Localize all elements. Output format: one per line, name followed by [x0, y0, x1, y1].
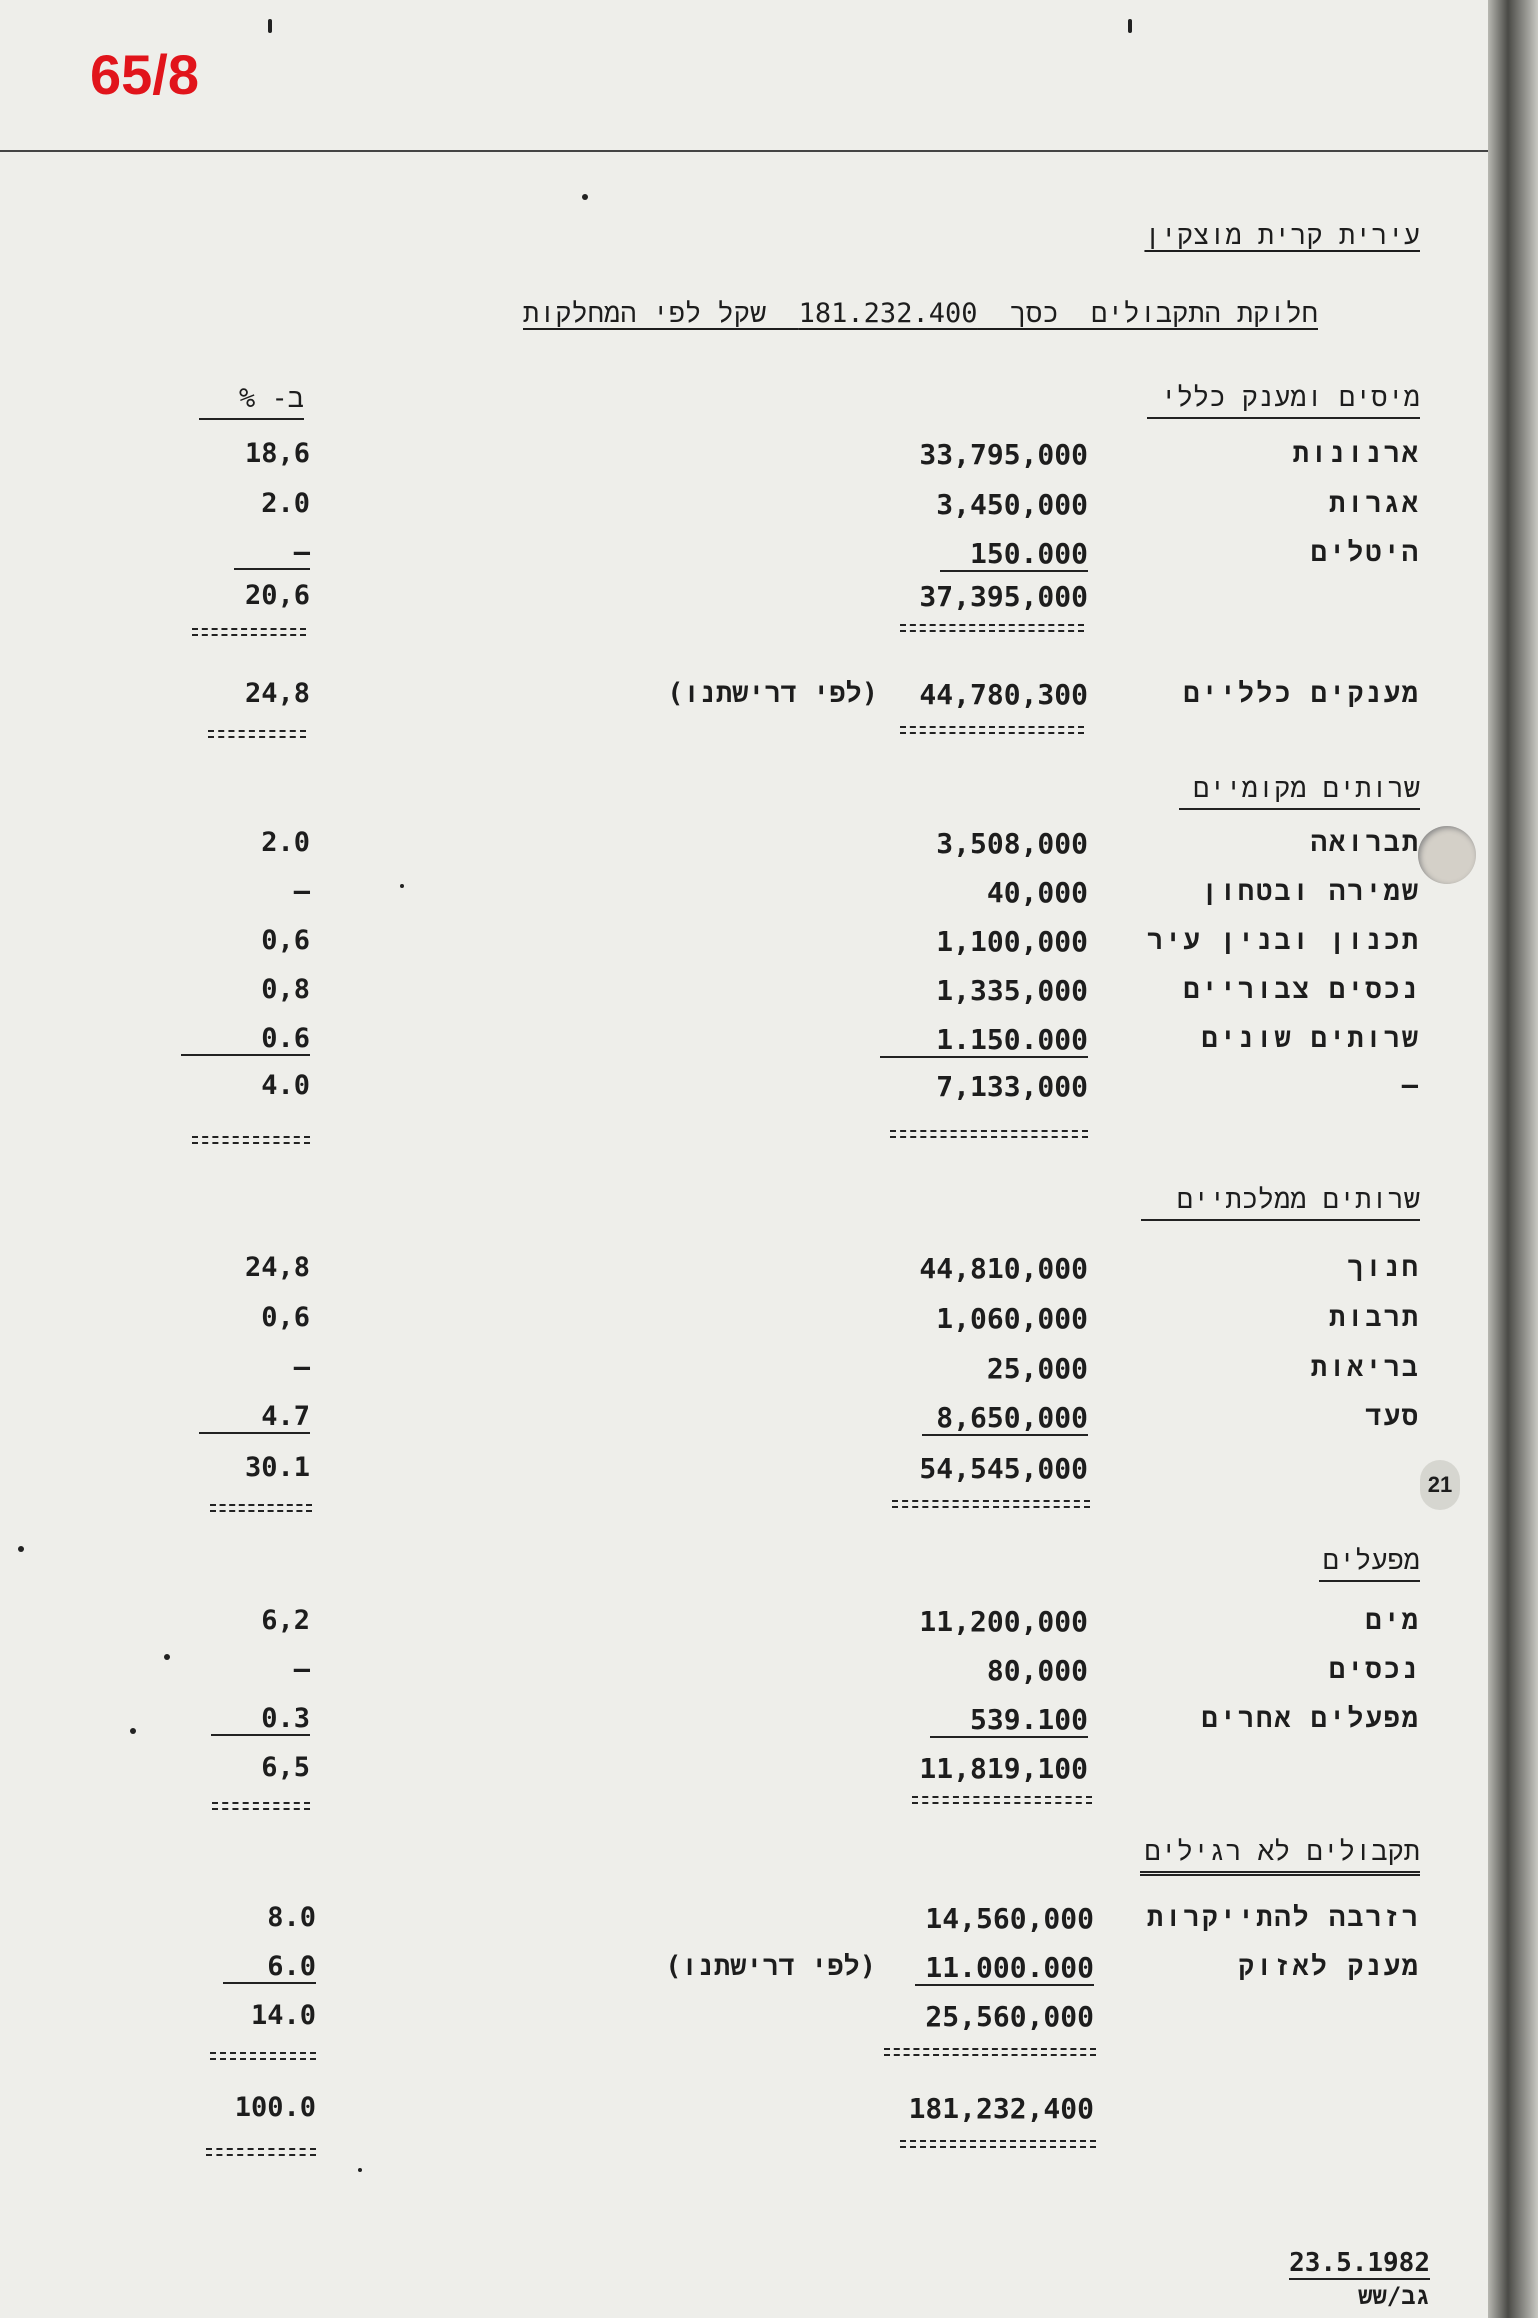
row-amount: 14,560,000	[925, 1902, 1094, 1935]
row-label: נכסים צבוריים	[1183, 974, 1420, 1005]
row-percent: 18,6	[244, 438, 310, 469]
speck	[18, 1546, 24, 1552]
row-label: תרבות	[1328, 1302, 1420, 1333]
double-rule	[212, 1802, 310, 1810]
row-amount: 1,335,000	[936, 974, 1088, 1007]
reference-stamp: 65/8	[90, 43, 199, 106]
row-percent: 0.6	[181, 1023, 310, 1056]
document-title: עירית קרית מוצקין	[1144, 220, 1420, 251]
row-percent: 0,8	[261, 974, 310, 1005]
double-rule	[890, 1130, 1088, 1138]
row-percent: –	[293, 1654, 310, 1685]
row-label: נכסים	[1328, 1654, 1420, 1685]
row-amount: 40,000	[986, 876, 1088, 909]
subtotal-amount: 11,819,100	[919, 1752, 1088, 1785]
speck	[358, 2168, 362, 2172]
row-percent: 2.0	[261, 488, 310, 519]
row-note: (לפי דרישתנו)	[667, 678, 878, 709]
row-amount-general-grants: 44,780,300	[919, 678, 1088, 711]
section-title-local-services: שרותים מקומיים	[1179, 773, 1420, 810]
row-label: ארנונות	[1292, 438, 1420, 469]
row-label: שרותים שונים	[1201, 1023, 1420, 1054]
row-percent: 24,8	[244, 1252, 310, 1283]
row-label: תברואה	[1310, 827, 1420, 858]
speck	[1128, 19, 1132, 33]
row-amount: 1,100,000	[936, 925, 1088, 958]
row-percent: 4.7	[199, 1401, 310, 1434]
row-label: רזרבה להתייקרות	[1146, 1902, 1420, 1933]
document-subtitle: חלוקת התקבולים כסך 181.232.400 שקל לפי המחלקות	[523, 298, 1318, 329]
row-label: היטלים	[1310, 537, 1420, 568]
double-rule	[900, 2140, 1096, 2148]
row-label: מענק לאזוק	[1237, 1951, 1420, 1982]
double-rule	[192, 1136, 310, 1144]
double-rule	[912, 1796, 1092, 1804]
row-amount: 3,450,000	[936, 488, 1088, 521]
row-percent: 8.0	[267, 1902, 316, 1933]
double-rule	[900, 726, 1084, 734]
date: 23.5.1982	[1289, 2248, 1430, 2278]
section-title-irregular: תקבולים לא רגילים	[1140, 1836, 1420, 1876]
page-edge-shadow	[1488, 0, 1538, 2318]
subtotal-percent: 30.1	[244, 1452, 310, 1483]
row-percent: 2.0	[261, 827, 310, 858]
subtotal-percent: 4.0	[261, 1070, 310, 1101]
row-percent: –	[293, 1352, 310, 1383]
page-number: 21	[1420, 1460, 1460, 1510]
row-percent: 0.3	[211, 1703, 310, 1736]
row-percent: 0,6	[261, 925, 310, 956]
row-amount: 25,000	[986, 1352, 1088, 1385]
double-rule	[192, 628, 306, 636]
subtotal-percent: 20,6	[244, 580, 310, 611]
row-percent: 6.0	[223, 1951, 316, 1984]
row-amount: 150.000	[940, 537, 1088, 572]
speck	[130, 1728, 136, 1734]
row-label: חנוך	[1347, 1252, 1420, 1283]
row-percent: 0,6	[261, 1302, 310, 1333]
row-label-general-grants: מענקים כלליים	[1183, 678, 1420, 709]
double-rule	[900, 624, 1084, 632]
double-rule	[892, 1500, 1090, 1508]
row-label: מפעלים אחרים	[1201, 1703, 1420, 1734]
speck	[400, 884, 404, 888]
row-note: (לפי דרישתנו)	[665, 1951, 876, 1982]
row-amount: 11.000.000	[915, 1951, 1094, 1986]
section-title-taxes: מיסים ומענק כללי	[1147, 382, 1420, 419]
subtotal-label: —	[1401, 1070, 1420, 1101]
row-label: בריאות	[1310, 1352, 1420, 1383]
row-amount: 1.150.000	[880, 1023, 1088, 1058]
row-percent: 6,2	[261, 1605, 310, 1636]
row-amount: 44,810,000	[919, 1252, 1088, 1285]
row-amount: 33,795,000	[919, 438, 1088, 471]
row-percent-general-grants: 24,8	[244, 678, 310, 709]
row-amount: 3,508,000	[936, 827, 1088, 860]
row-amount: 80,000	[986, 1654, 1088, 1687]
row-amount: 8,650,000	[922, 1401, 1088, 1436]
row-amount: 11,200,000	[919, 1605, 1088, 1638]
row-amount: 1,060,000	[936, 1302, 1088, 1335]
double-rule	[208, 730, 306, 738]
percent-header: ב- %	[199, 383, 304, 420]
speck	[164, 1654, 170, 1660]
double-rule	[206, 2148, 316, 2156]
row-label: סעד	[1365, 1401, 1420, 1432]
subtotal-percent: 14.0	[250, 2000, 316, 2031]
row-percent: –	[234, 537, 310, 570]
double-rule	[210, 2052, 316, 2060]
section-title-enterprises: מפעלים	[1319, 1545, 1420, 1582]
subtotal-percent: 6,5	[261, 1752, 310, 1783]
subtotal-amount: 7,133,000	[936, 1070, 1088, 1103]
row-label: תכנון ובנין עיר	[1146, 925, 1420, 956]
typist-initials: גב/שש	[1357, 2282, 1430, 2310]
subtotal-amount: 37,395,000	[919, 580, 1088, 613]
grand-total-percent: 100.0	[234, 2092, 316, 2123]
section-title-state-services: שרותים ממלכתיים	[1141, 1184, 1420, 1221]
row-percent: –	[293, 876, 310, 907]
row-label: מים	[1365, 1605, 1420, 1636]
speck	[268, 19, 272, 33]
double-rule	[210, 1504, 312, 1512]
row-label: שמירה ובטחון	[1201, 876, 1420, 907]
row-label: אגרות	[1328, 488, 1420, 519]
subtotal-amount: 25,560,000	[925, 2000, 1094, 2033]
row-amount: 539.100	[930, 1703, 1088, 1738]
punch-hole	[1418, 826, 1476, 884]
top-rule	[0, 150, 1488, 152]
subtotal-amount: 54,545,000	[919, 1452, 1088, 1485]
grand-total-amount: 181,232,400	[908, 2092, 1094, 2125]
double-rule	[884, 2048, 1096, 2056]
speck	[582, 194, 588, 200]
